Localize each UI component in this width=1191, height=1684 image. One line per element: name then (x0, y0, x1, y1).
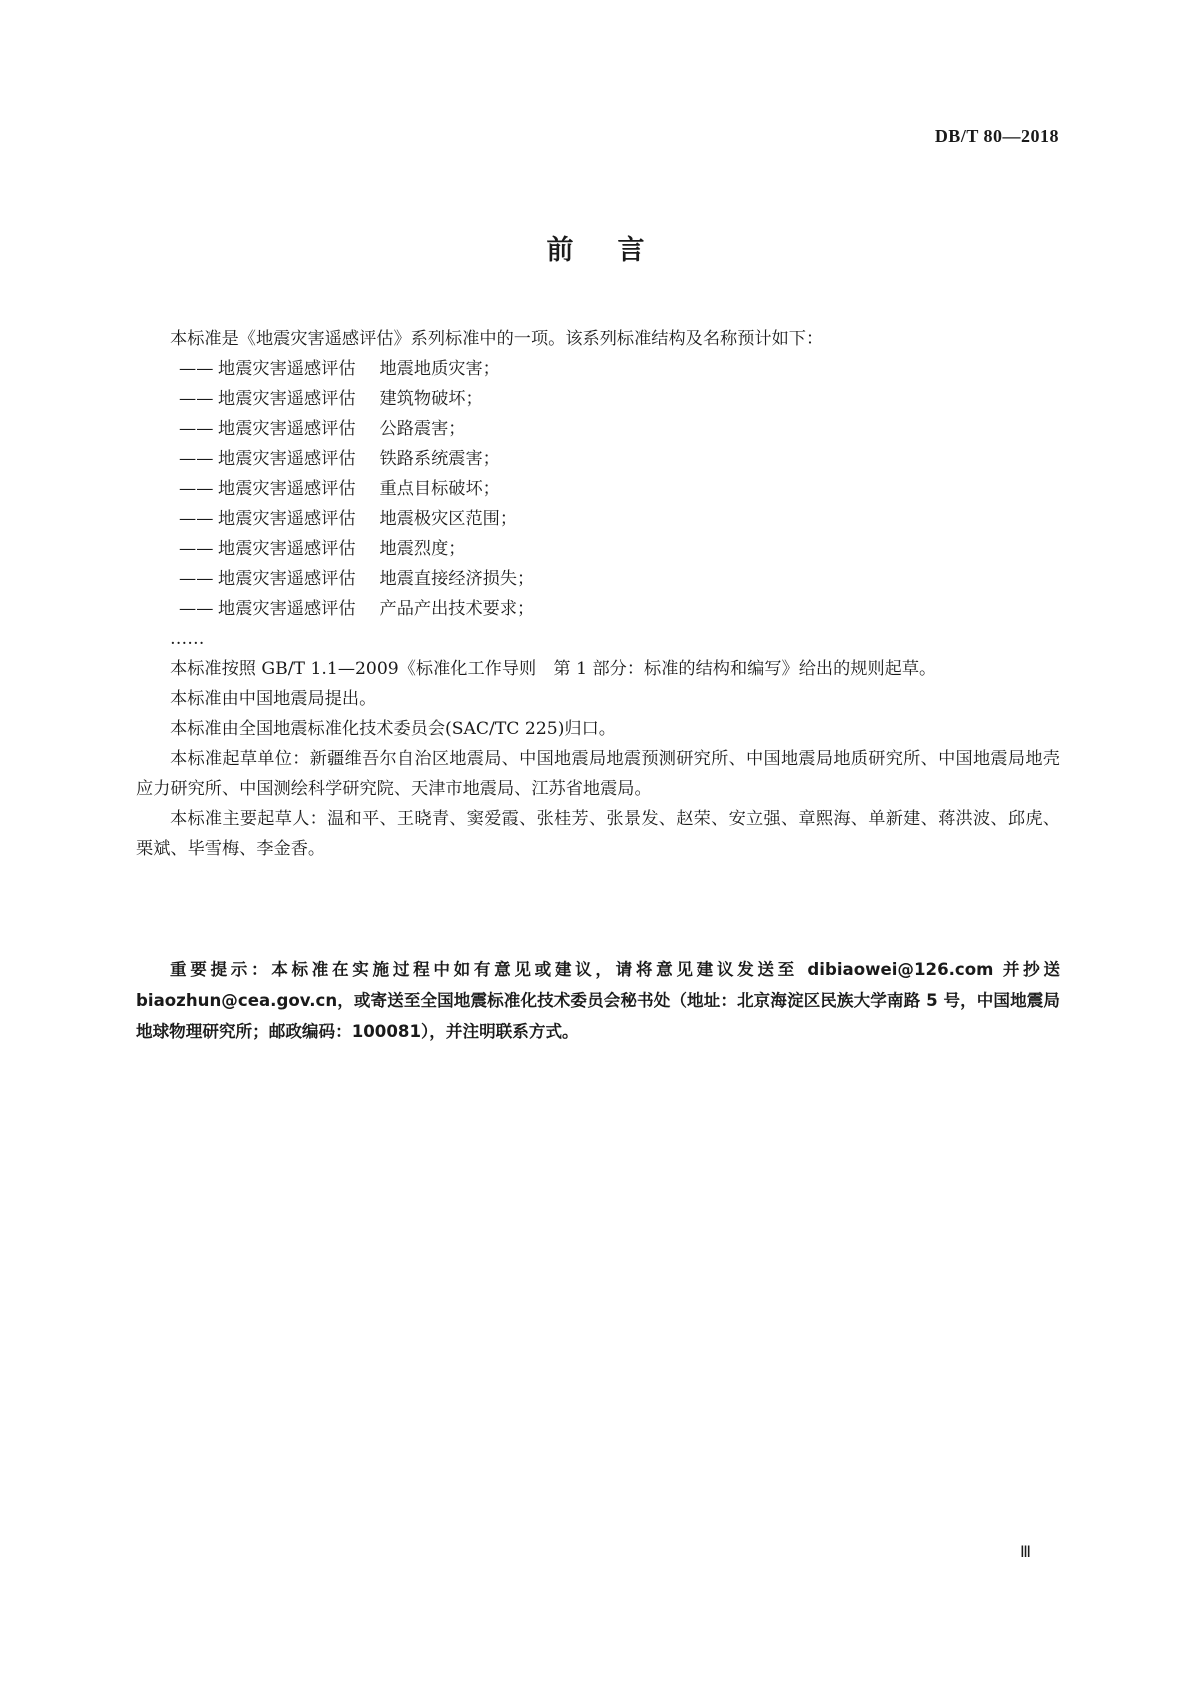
document-code: DB/T 80—2018 (934, 126, 1059, 146)
list-dash: —— (179, 359, 214, 379)
list-dash: —— (179, 479, 214, 499)
list-item-prefix: 地震灾害遥感评估 (218, 359, 356, 379)
list-item-prefix: 地震灾害遥感评估 (218, 569, 356, 589)
list-item-prefix: 地震灾害遥感评估 (218, 419, 356, 439)
list-item-prefix: 地震灾害遥感评估 (218, 599, 356, 619)
list-item (136, 444, 1060, 474)
list-item (136, 504, 1060, 534)
list-item-label: 地震地质灾害； (379, 359, 500, 379)
list-item-label: 产品产出技术要求； (379, 599, 535, 619)
list-item (136, 594, 1060, 624)
list-ellipsis: …… (170, 629, 205, 649)
series-list (136, 354, 1060, 654)
list-item-label: 铁路系统震害； (379, 449, 500, 469)
document-body (136, 324, 1060, 864)
list-item-label: 建筑物破坏； (379, 389, 483, 409)
list-item (136, 564, 1060, 594)
list-dash: —— (179, 389, 214, 409)
list-dash: —— (179, 599, 214, 619)
drafters-paragraph: 本标准主要起草人：温和平、王晓青、窦爱霞、张桂芳、张景发、赵荣、安立强、章熙海、单新建、蒋洪波、邱虎、栗斌、毕雪梅、李金香。 (136, 809, 1060, 859)
list-item (136, 474, 1060, 504)
list-item-label: 地震烈度； (379, 539, 466, 559)
list-item-label: 重点目标破坏； (379, 479, 500, 499)
list-item (136, 534, 1060, 564)
list-item-prefix: 地震灾害遥感评估 (218, 479, 356, 499)
drafting-organizations-paragraph: 本标准起草单位：新疆维吾尔自治区地震局、中国地震局地震预测研究所、中国地震局地质研究所、中国地震局地壳应力研究所、中国测绘科学研究院、天津市地震局、江苏省地震局。 (136, 749, 1060, 799)
list-item-prefix: 地震灾害遥感评估 (218, 389, 356, 409)
list-item-prefix: 地震灾害遥感评估 (218, 539, 356, 559)
list-item-label: 地震直接经济损失； (379, 569, 535, 589)
proposer-paragraph: 本标准由中国地震局提出。 (170, 689, 377, 709)
administration-paragraph: 本标准由全国地震标准化技术委员会(SAC/TC 225)归口。 (170, 719, 616, 739)
list-dash: —— (179, 539, 214, 559)
important-notice: 重要提示：本标准在实施过程中如有意见或建议，请将意见建议发送至 dibiaowei@126.com 并抄送biaozhun@cea.gov.cn，或寄送至全国地震标准化技术委员会秘书处（地址：北京海淀区民族大学南路 5 号，中国地震局地球物理研究所；邮政编码：100081），并注明联系方式。 (136, 960, 1060, 1041)
list-item (136, 384, 1060, 414)
page-title: 前言 (546, 235, 689, 266)
list-item (136, 414, 1060, 444)
list-item-label: 地震极灾区范围； (379, 509, 518, 529)
list-item-prefix: 地震灾害遥感评估 (218, 509, 356, 529)
list-item-prefix: 地震灾害遥感评估 (218, 449, 356, 469)
list-item (136, 354, 1060, 384)
list-dash: —— (179, 509, 214, 529)
list-dash: —— (179, 419, 214, 439)
drafting-rules-paragraph: 本标准按照 GB/T 1.1—2009《标准化工作导则 第 1 部分：标准的结构和编写》给出的规则起草。 (170, 659, 937, 679)
intro-paragraph: 本标准是《地震灾害遥感评估》系列标准中的一项。该系列标准结构及名称预计如下： (170, 329, 824, 349)
list-dash: —— (179, 449, 214, 469)
page-number: Ⅲ (1020, 1544, 1032, 1561)
list-item-label: 公路震害； (379, 419, 466, 439)
list-dash: —— (179, 569, 214, 589)
